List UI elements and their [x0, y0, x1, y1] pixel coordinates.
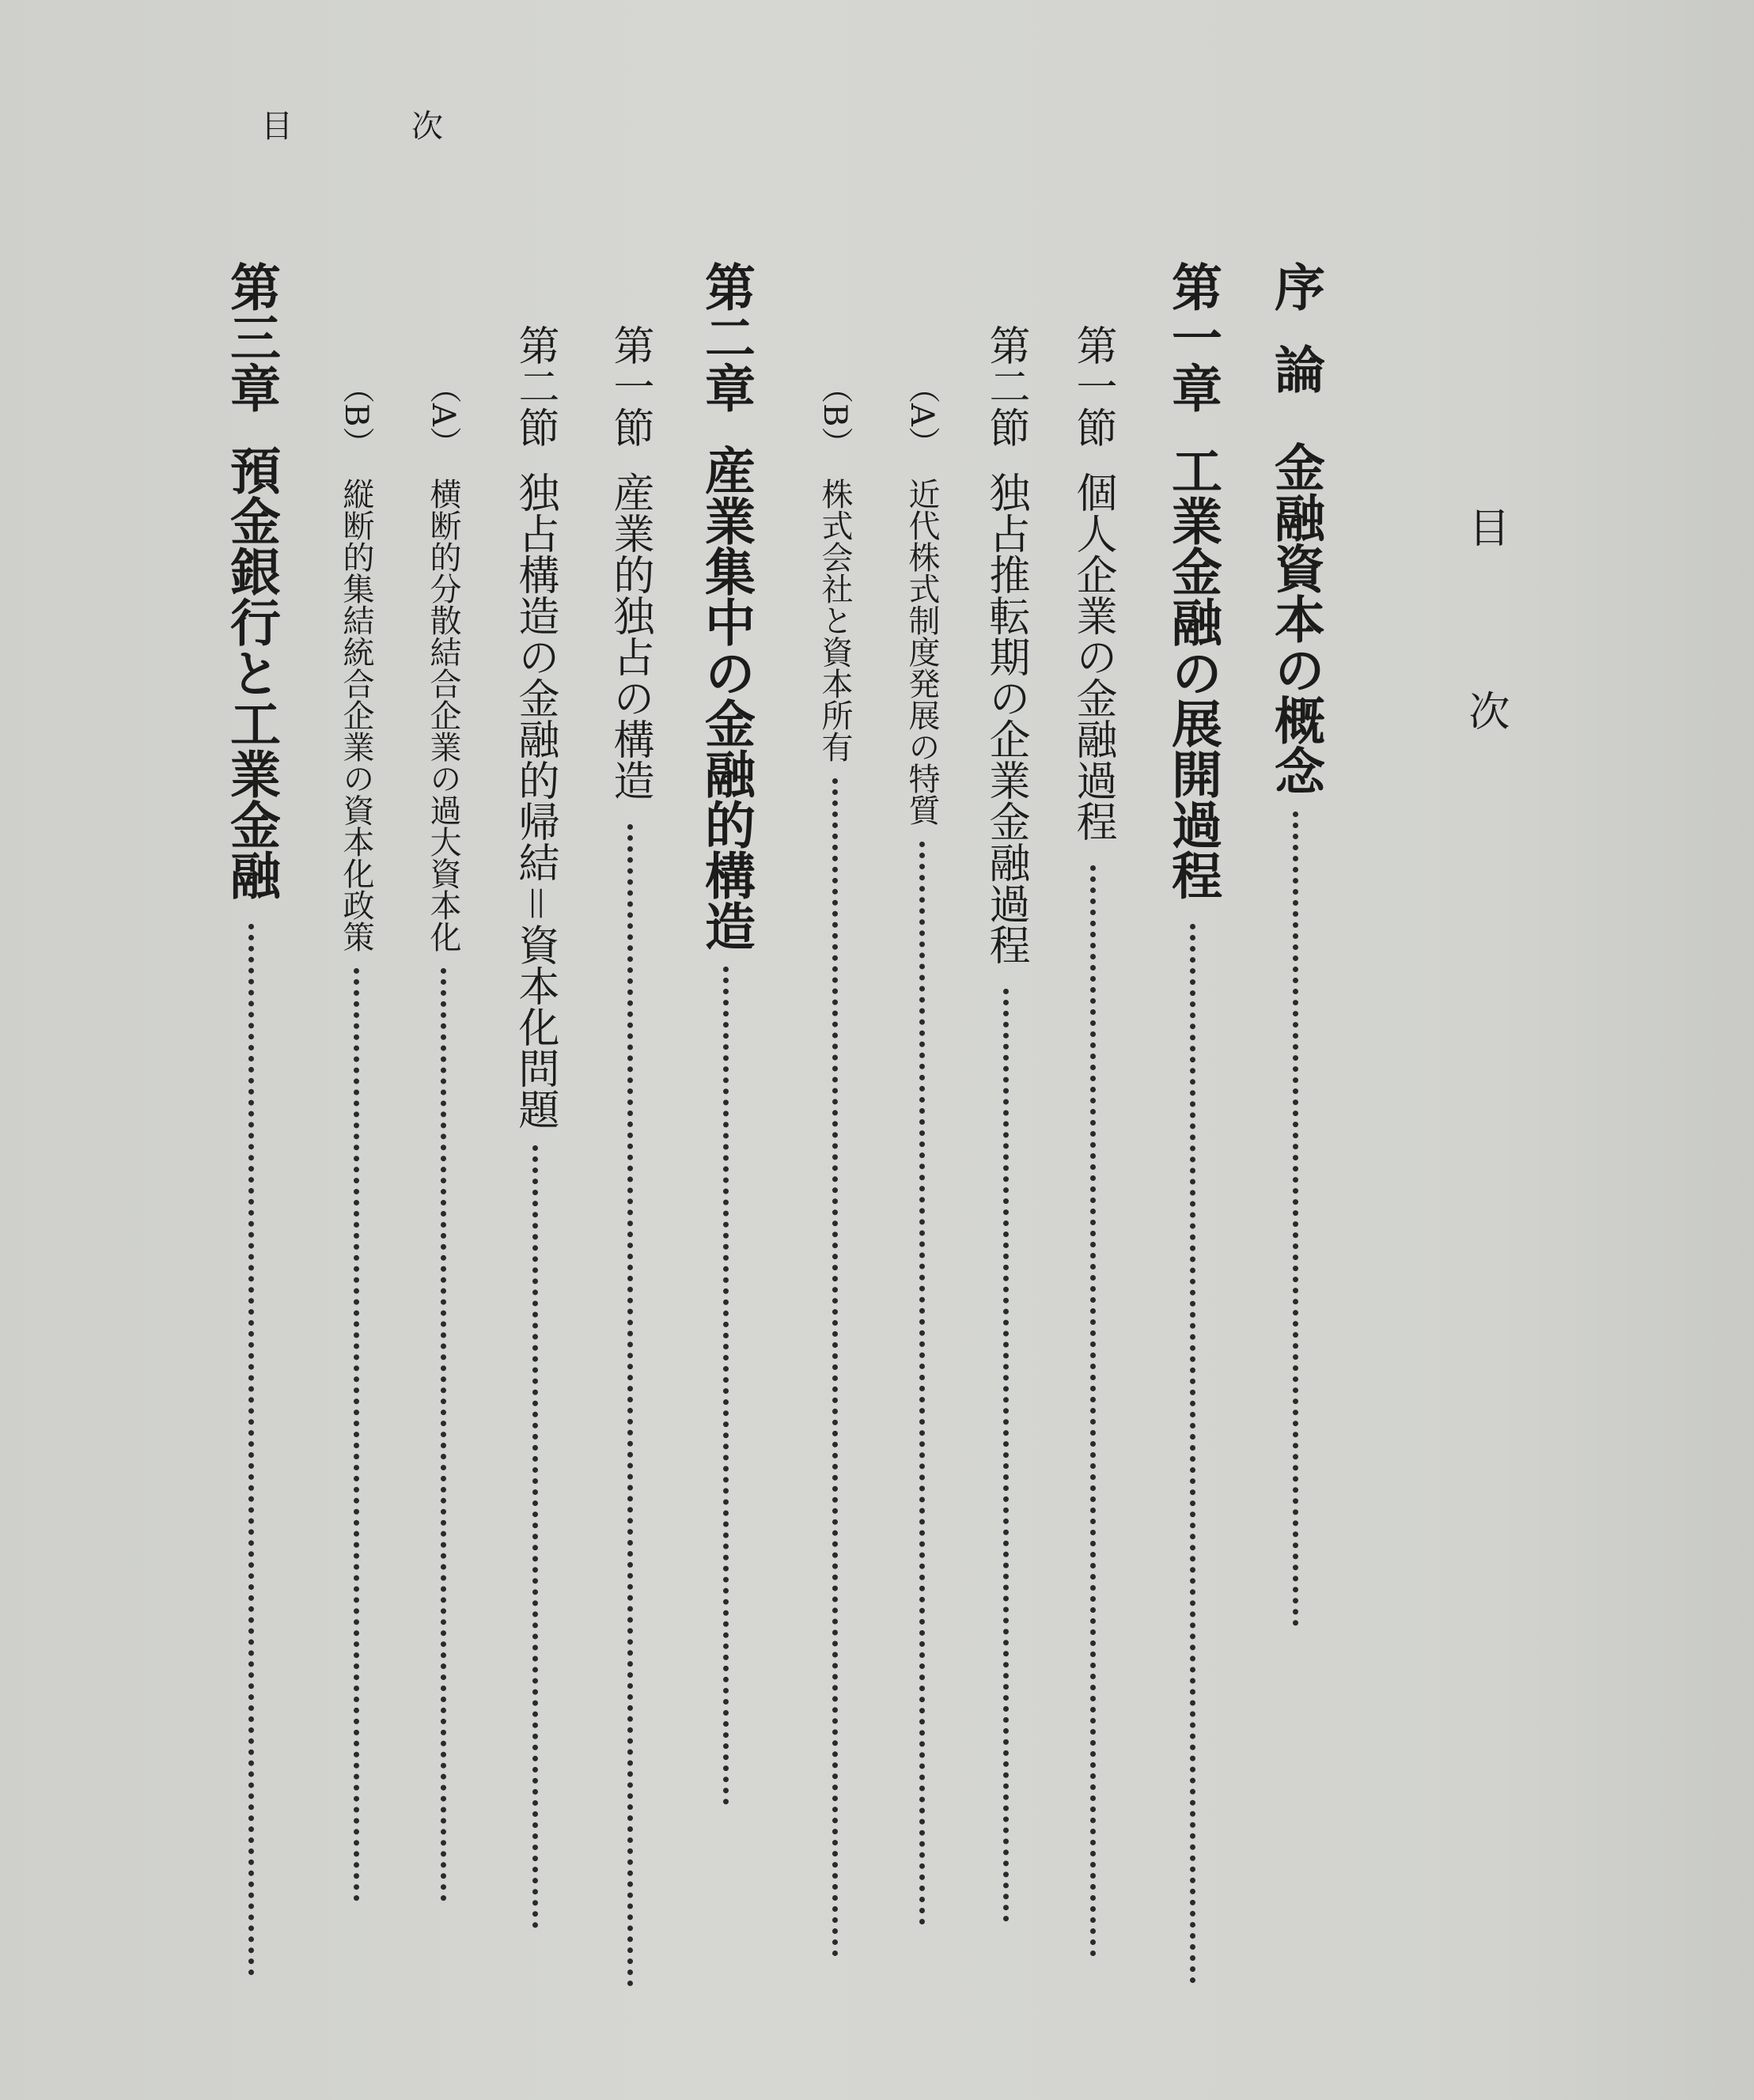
toc-entry-ch2-sec1[interactable] [606, 324, 653, 1987]
toc-entry-chapter-3[interactable] [222, 261, 281, 1976]
entry-title: 近代株式制度発展の特質 [904, 477, 940, 826]
entry-title: 金融資本の概念 [1266, 441, 1325, 796]
toc-entry-chapter-2[interactable] [696, 261, 756, 1805]
entry-title: 工業金融の展開過程 [1163, 445, 1222, 900]
entry-label: 第一節 [606, 324, 653, 448]
entry-label: 第二章 [696, 261, 756, 413]
entry-label: 第一節 [1069, 324, 1116, 448]
running-head [261, 101, 443, 146]
toc-entry-ch2-sec2-a[interactable] [427, 372, 459, 1901]
dot-leader [532, 1145, 538, 1928]
entry-label: 第二節 [511, 324, 559, 448]
dot-leader [1293, 812, 1298, 1626]
dot-leader [723, 967, 729, 1805]
dot-leader [1003, 989, 1009, 1922]
entry-title: 個人企業の金融過程 [1069, 471, 1116, 842]
toc-entry-chapter-1[interactable] [1163, 261, 1222, 1984]
entry-label: 序論 [1266, 261, 1325, 426]
entry-title: 独占推転期の企業金融過程 [982, 471, 1029, 965]
dot-leader [441, 968, 446, 1901]
entry-label: 第一章 [1163, 261, 1222, 413]
entry-label: （A） [904, 372, 940, 458]
dot-leader [1090, 865, 1096, 1957]
toc-entry-ch2-sec2-b[interactable] [340, 372, 372, 1901]
toc-entry-ch1-sec2[interactable] [982, 324, 1029, 1922]
toc-entry-intro[interactable] [1266, 261, 1325, 2072]
toc-entry-ch2-sec2[interactable] [511, 324, 559, 1928]
entry-label: （B） [816, 372, 853, 459]
dot-leader [832, 778, 838, 1957]
dot-leader [1190, 924, 1195, 1984]
toc-entry-ch1-sec2-b[interactable] [816, 372, 853, 1957]
toc-entry-ch1-sec1[interactable] [1069, 324, 1116, 1957]
entry-title: 預金銀行と工業金融 [222, 445, 281, 900]
dot-leader [627, 824, 633, 1987]
entry-title: 産業的独占の構造 [606, 471, 653, 800]
running-head-left: 目 [261, 108, 293, 145]
entry-label: （A） [425, 372, 461, 458]
dot-leader [919, 842, 925, 1925]
toc-title: 目次 [1461, 506, 1509, 873]
dot-leader [248, 924, 254, 1976]
running-head-right: 次 [411, 108, 443, 145]
entry-label: 第二節 [982, 324, 1029, 448]
entry-title: 産業集中の金融的構造 [696, 445, 756, 951]
entry-label: 第三章 [222, 261, 281, 413]
entry-title: 株式会社と資本所有 [816, 478, 853, 763]
dot-leader [354, 968, 359, 1901]
toc-entry-ch1-sec2-a[interactable] [906, 372, 938, 1925]
entry-title: 横断的分散結合企業の過大資本化 [425, 477, 461, 952]
entry-title: 縦断的集結統合企業の資本化政策 [338, 478, 374, 953]
entry-label: （B） [338, 372, 374, 459]
entry-title: 独占構造の金融的帰結＝資本化問題 [511, 471, 559, 1130]
